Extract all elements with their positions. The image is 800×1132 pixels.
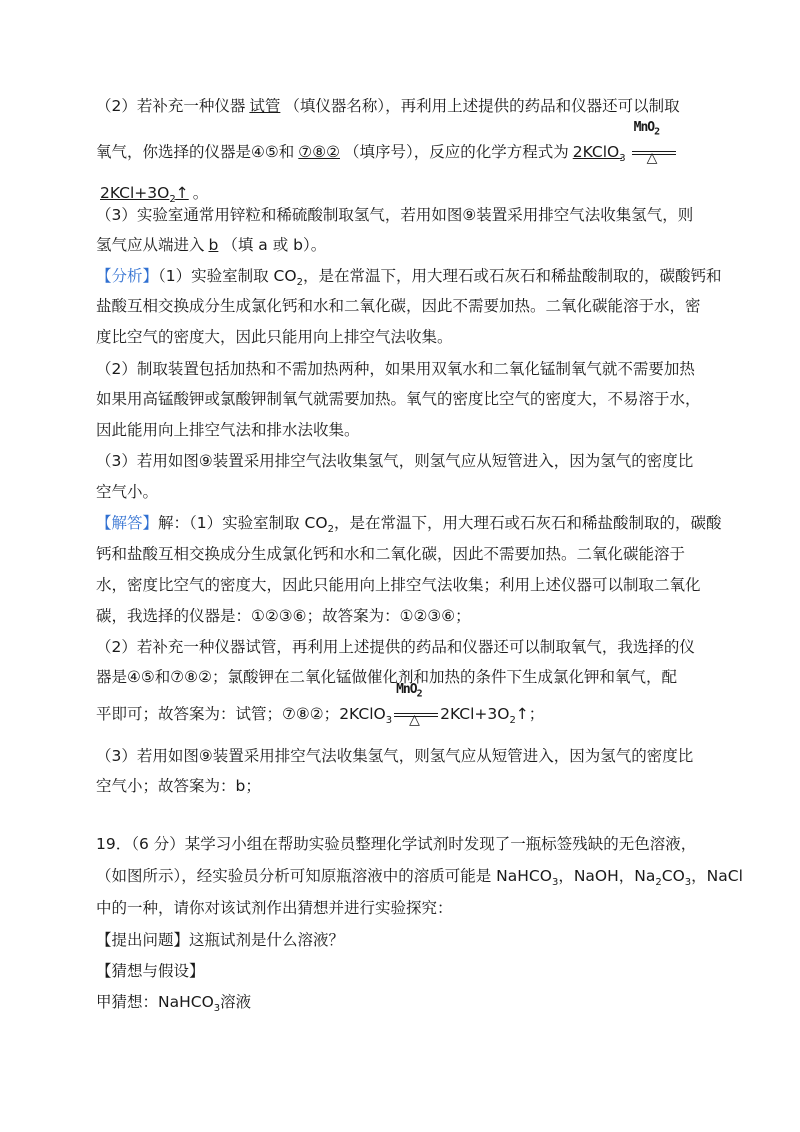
solution-tag: 【解答】	[96, 514, 159, 532]
analysis-line-4: （2）制取装置包括加热和不需加热两种，如果用双氧水和二氧化锰制氧气就不需要加热	[96, 360, 695, 378]
q19-line-2: （如图所示），经实验员分析可知原瓶溶液中的溶质可能是 NaHCO$_3$，NaOH，$Na_2CO_3$，NaCl	[96, 867, 743, 889]
reaction-condition: MnO$_2$ △	[632, 142, 676, 162]
answer-blank-sequence: ⑦⑧②	[298, 143, 340, 161]
solution-line-3: 水，密度比空气的密度大，因此只能用向上排空气法收集；利用上述仪器可以制取二氧化	[96, 576, 701, 594]
solution-line-9: 空气小；故答案为：b；	[96, 777, 261, 795]
solution-line-1: 【解答】解：（1）实验室制取 $CO_2$，是在常温下，用大理石或石灰石和稀盐酸制取的，碳酸	[96, 514, 722, 536]
analysis-line-1: 【分析】（1）实验室制取 $CO_2$，是在常温下，用大理石或石灰石和稀盐酸制取的，碳酸钙和	[96, 267, 722, 289]
answer-blank-inlet: b	[208, 236, 219, 254]
q2-line-2: 氧气，你选择的仪器是④⑤和 ⑦⑧② （填序号），反应的化学方程式为 2KClO$_3$ MnO$_2$ △	[96, 142, 678, 169]
analysis-tag: 【分析】	[96, 267, 159, 285]
solution-line-6: 器是④⑤和⑦⑧②；氯酸钾在二氧化锰做催化剂和加热的条件下生成氯化钾和氧气，配	[96, 668, 677, 686]
q19-line-6: 甲猜想：NaHCO$_3$溶液	[96, 993, 252, 1015]
q3-line-2: 氢气应从端进入 b （填 a 或 b）。	[96, 236, 327, 254]
analysis-line-6: 因此能用向上排空气法和排水法收集。	[96, 421, 360, 439]
answer-blank-equation: 2KClO$_3$	[572, 143, 626, 165]
analysis-line-8: 空气小。	[96, 483, 159, 501]
q19-line-1: 19．（6 分）某学习小组在帮助实验员整理化学试剂时发现了一瓶标签残缺的无色溶液，	[96, 835, 697, 853]
solution-line-7: 平即可；故答案为：试管；⑦⑧②；2KClO$_3$ MnO$_2$ △ $2KCl+3O_2↑$；	[96, 682, 545, 728]
solution-line-8: （3）若用如图⑨装置采用排空气法收集氢气，则氢气应从短管进入，因为氢气的密度比	[96, 747, 694, 765]
analysis-line-2: 盐酸互相交换成分生成氯化钙和水和二氧化碳，因此不需要加热。二氧化碳能溶于水，密	[96, 297, 701, 315]
solution-line-2: 钙和盐酸互相交换成分生成氯化钙和水和二氧化碳，因此不需要加热。二氧化碳能溶于	[96, 545, 686, 563]
q19-line-4: 【提出问题】这瓶试剂是什么溶液？	[96, 931, 345, 949]
q2-line-3: $2KCl+3O_2↑$ 。	[100, 184, 209, 206]
q19-line-3: 中的一种，请你对该试剂作出猜想并进行实验探究：	[96, 899, 453, 917]
q3-line-1: （3）实验室通常用锌粒和稀硫酸制取氢气，若用如图⑨装置采用排空气法收集氢气，则	[96, 206, 694, 224]
solution-line-4: 碳，我选择的仪器是：①②③⑥；故答案为：①②③⑥；	[96, 607, 471, 625]
analysis-line-5: 如果用高锰酸钾或氯酸钾制氧气就需要加热。氧气的密度比空气的密度大，不易溶于水，	[96, 390, 701, 408]
answer-blank-instrument: 试管	[249, 97, 281, 115]
solution-reaction-condition: MnO$_2$ △	[394, 704, 438, 724]
analysis-line-3: 度比空气的密度大，因此只能用向上排空气法收集。	[96, 328, 453, 346]
q2-line-1: （2）若补充一种仪器 试管 （填仪器名称），再利用上述提供的药品和仪器还可以制取	[96, 97, 680, 115]
q19-line-5: 【猜想与假设】	[96, 962, 205, 980]
analysis-line-7: （3）若用如图⑨装置采用排空气法收集氢气，则氢气应从短管进入，因为氢气的密度比	[96, 452, 694, 470]
solution-line-5: （2）若补充一种仪器试管，再利用上述提供的药品和仪器还可以制取氧气，我选择的仪	[96, 638, 695, 656]
